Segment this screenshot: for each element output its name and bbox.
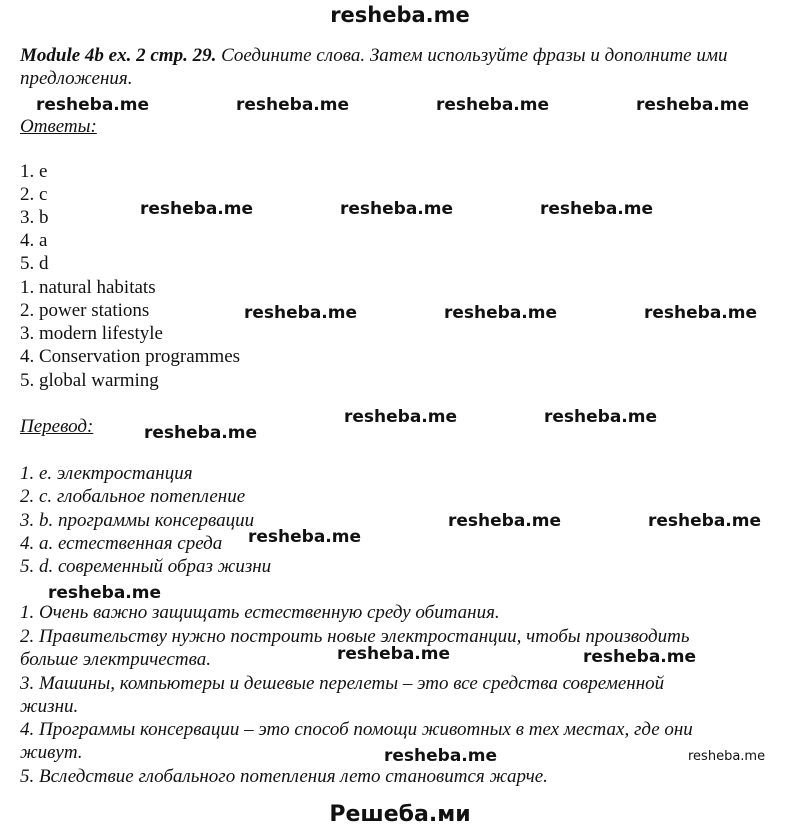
watermark: resheba.me bbox=[444, 303, 558, 323]
watermark: resheba.me bbox=[636, 95, 750, 115]
answer-match: 3. b bbox=[20, 207, 49, 228]
translation-sentence: 1. Очень важно защищать естественную среду обитания. bbox=[20, 602, 500, 623]
watermark: resheba.me bbox=[436, 95, 550, 115]
translation-pair: 5. d. современный образ жизни bbox=[20, 556, 272, 577]
translation-sentence: 5. Вследствие глобального потепления лето становится жарче. bbox=[20, 766, 548, 787]
watermark: resheba.me bbox=[583, 647, 697, 667]
answer-phrase: 2. power stations bbox=[20, 300, 150, 321]
translation-sentence: 4. Программы консервации – это способ помощи животных в тех местах, где они bbox=[20, 719, 693, 740]
translation-label: Перевод: bbox=[20, 416, 94, 437]
answer-match: 1. e bbox=[20, 161, 48, 182]
answer-phrase: 1. natural habitats bbox=[20, 277, 156, 298]
watermark: resheba.me bbox=[36, 95, 150, 115]
translation-pair: 3. b. программы консервации bbox=[20, 510, 255, 531]
watermark: resheba.me bbox=[337, 644, 451, 664]
answer-phrase: 3. modern lifestyle bbox=[20, 323, 163, 344]
translation-pair: 4. a. естественная среда bbox=[20, 533, 223, 554]
watermark: resheba.me bbox=[384, 746, 498, 766]
translation-pair: 2. c. глобальное потепление bbox=[20, 486, 246, 507]
translation-sentence: 3. Машины, компьютеры и дешевые перелеты – это все средства современной bbox=[20, 673, 665, 694]
watermark: resheba.me bbox=[544, 407, 658, 427]
footer-brand: Решеба.ми bbox=[329, 802, 471, 827]
answer-match: 4. a bbox=[20, 230, 48, 251]
translation-sentence: живут. bbox=[20, 742, 83, 763]
task-heading bbox=[20, 44, 790, 90]
watermark: resheba.me bbox=[648, 511, 762, 531]
translation-sentence: больше электричества. bbox=[20, 649, 212, 670]
watermark: resheba.me bbox=[236, 95, 350, 115]
site-title: resheba.me bbox=[330, 3, 470, 27]
watermark: resheba.me bbox=[340, 199, 454, 219]
translation-sentence: жизни. bbox=[20, 696, 79, 717]
answer-phrase: 5. global warming bbox=[20, 370, 159, 391]
watermark: resheba.me bbox=[144, 423, 258, 443]
watermark: resheba.me bbox=[688, 749, 766, 764]
answer-match: 2. c bbox=[20, 184, 48, 205]
watermark: resheba.me bbox=[540, 199, 654, 219]
task-instruction: Соедините слова. Затем используйте фразы и дополните ими предложения. bbox=[20, 45, 728, 89]
translation-pair: 1. e. электростанция bbox=[20, 463, 193, 484]
watermark: resheba.me bbox=[248, 527, 362, 547]
answers-label: Ответы: bbox=[20, 116, 97, 137]
answer-phrase: 4. Conservation programmes bbox=[20, 346, 241, 367]
task-ref: Module 4b ex. 2 стр. 29. bbox=[20, 45, 217, 66]
answer-match: 5. d bbox=[20, 253, 49, 274]
watermark: resheba.me bbox=[448, 511, 562, 531]
watermark: resheba.me bbox=[344, 407, 458, 427]
watermark: resheba.me bbox=[644, 303, 758, 323]
translation-sentence: 2. Правительству нужно построить новые электростанции, чтобы производить bbox=[20, 626, 690, 647]
watermark: resheba.me bbox=[140, 199, 254, 219]
watermark: resheba.me bbox=[48, 583, 162, 603]
watermark: resheba.me bbox=[244, 303, 358, 323]
